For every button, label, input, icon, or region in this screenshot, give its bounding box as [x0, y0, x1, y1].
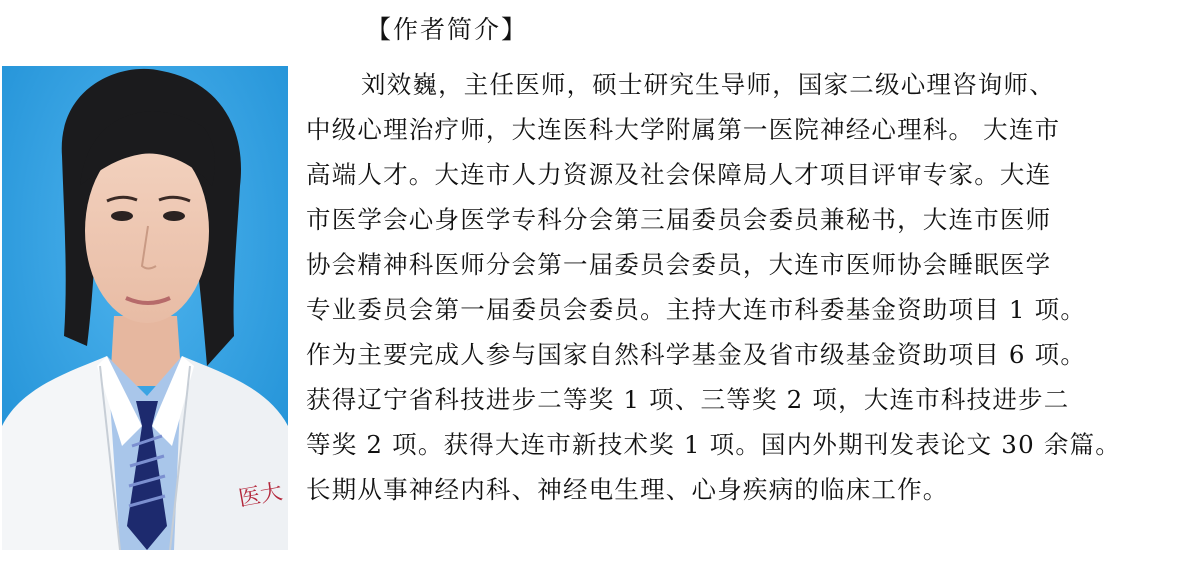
- author-bio: [306, 62, 1181, 512]
- bio-line: 市医学会心身医学专科分会第三届委员会委员兼秘书，大连市医师: [306, 205, 1052, 234]
- section-heading: 【作者简介】: [366, 15, 529, 44]
- bio-line: 专业委员会第一届委员会委员。主持大连市科委基金资助项目 1 项。: [306, 295, 1087, 324]
- bio-line: 高端人才。大连市人力资源及社会保障局人才项目评审专家。大连: [306, 160, 1052, 189]
- bio-line: 协会精神科医师分会第一届委员会委员，大连市医师协会睡眠医学: [306, 250, 1052, 279]
- bio-line: 中级心理治疗师，大连医科大学附属第一医院神经心理科。 大连市: [306, 115, 1061, 144]
- bio-line: 刘效巍，主任医师，硕士研究生导师，国家二级心理咨询师、: [361, 70, 1055, 99]
- bio-line: 长期从事神经内科、神经电生理、心身疾病的临床工作。: [306, 475, 949, 504]
- author-photo: [2, 66, 288, 550]
- bio-line: 获得辽宁省科技进步二等奖 1 项、三等奖 2 项，大连市科技进步二: [306, 385, 1070, 414]
- bio-line: 作为主要完成人参与国家自然科学基金及省市级基金资助项目 6 项。: [306, 340, 1087, 369]
- embroidery-text: 医大: [236, 479, 285, 512]
- bio-line: 等奖 2 项。获得大连市新技术奖 1 项。国内外期刊发表论文 30 余篇。: [306, 430, 1121, 459]
